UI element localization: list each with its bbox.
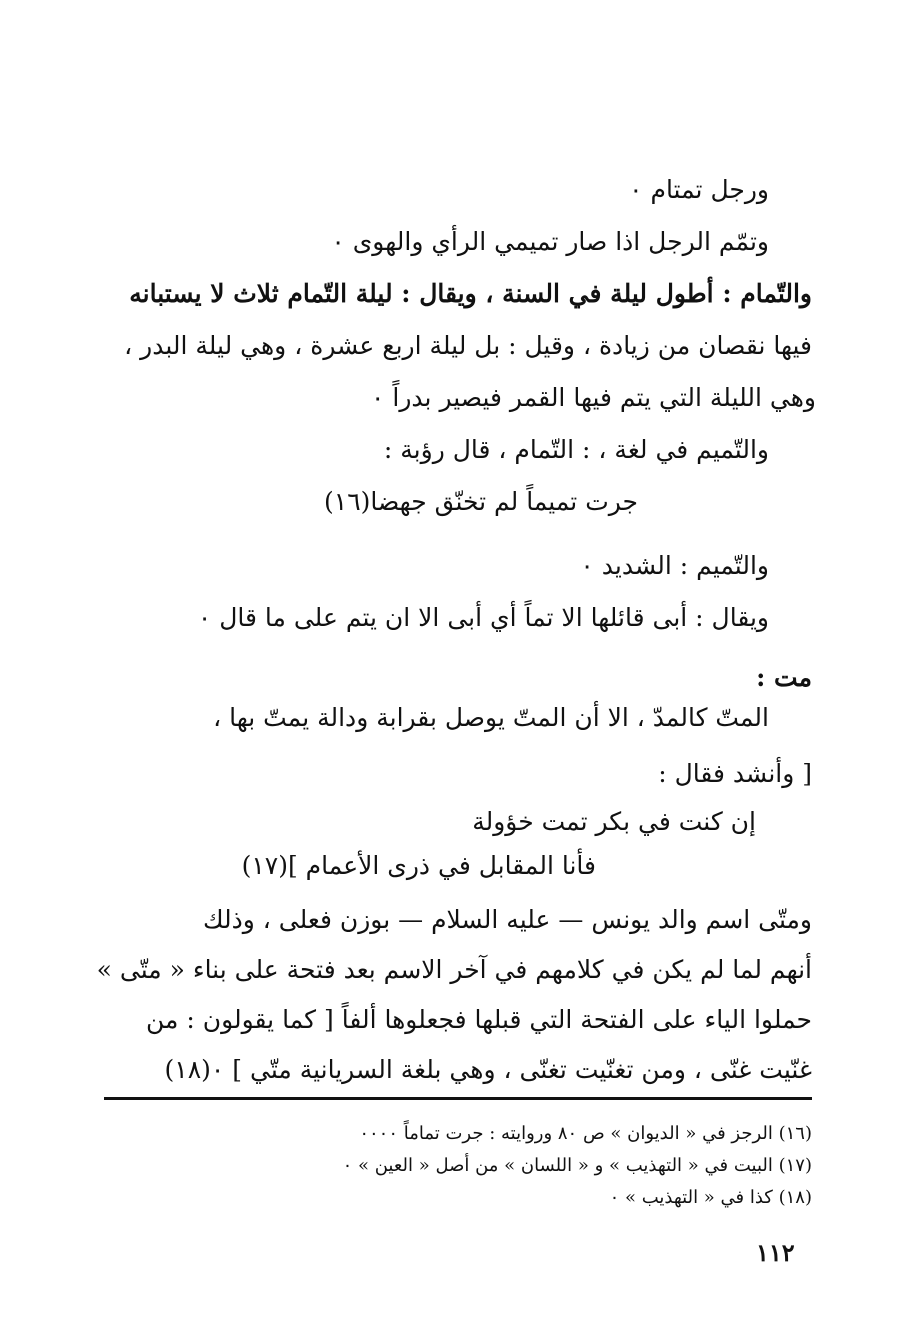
text-line-10: [ وأنشد فقال : [658,759,812,788]
text-line-4: فيها نقصان من زيادة ، وقيل : بل ليلة اربع عشرة ، وهي ليلة البدر ، [124,331,812,360]
text-line-7: والتّميم : الشديد ٠ [580,551,769,580]
footnote-18: (١٨) كذا في « التهذيب » ٠ [609,1187,812,1208]
text-line-3: والتّمام : أطول ليلة في السنة ، ويقال : ليلة التّمام ثلاث لا يستبانه [129,279,812,308]
text-line-6: والتّميم في لغة ، : التّمام ، قال رؤبة : [383,435,769,464]
text-line-9: المتّ كالمدّ ، الا أن المتّ يوصل بقرابة ودالة يمتّ بها ، [213,703,769,732]
verse-line-2: إن كنت في بكر تمت خؤولة [472,807,756,836]
verse-line-1: جرت تميماً لم تخنّق جهضا(١٦) [324,487,638,516]
text-line-1: ورجل تمتام ٠ [629,175,769,204]
text-line-5: وهي الليلة التي يتم فيها القمر فيصير بدراً ٠ [371,383,816,412]
page-number: ١١٢ [756,1238,795,1267]
text-line-12: أنهم لما لم يكن في كلامهم في آخر الاسم بعد فتحة على بناء « متّى » [96,955,812,984]
text-line-2: وتمّم الرجل اذا صار تميمي الرأي والهوى ٠ [331,227,769,256]
verse-line-3: فأنا المقابل في ذرى الأعمام ](١٧) [241,851,596,880]
text-line-11: ومتّى اسم والد يونس — عليه السلام — بوزن فعلى ، وذلك [202,905,812,934]
text-line-13: حملوا الياء على الفتحة التي قبلها فجعلوها ألفاً [ كما يقولون : من [145,1005,812,1034]
footnote-separator [104,1097,812,1100]
footnote-17: (١٧) البيت في « التهذيب » و « اللسان » من أصل « العين » ٠ [342,1155,812,1176]
text-line-8: ويقال : أبى قائلها الا تماً أي أبى الا ان يتم على ما قال ٠ [197,603,769,632]
text-line-14: غنّيت غنّى ، ومن تغنّيت تغنّى ، وهي بلغة السريانية متّي ] ٠(١٨) [164,1055,812,1084]
section-heading-mt: مت : [756,663,812,692]
footnote-16: (١٦) الرجز في « الديوان » ص ٨٠ وروايته : جرت تماماً ٠٠٠٠ [359,1123,812,1144]
